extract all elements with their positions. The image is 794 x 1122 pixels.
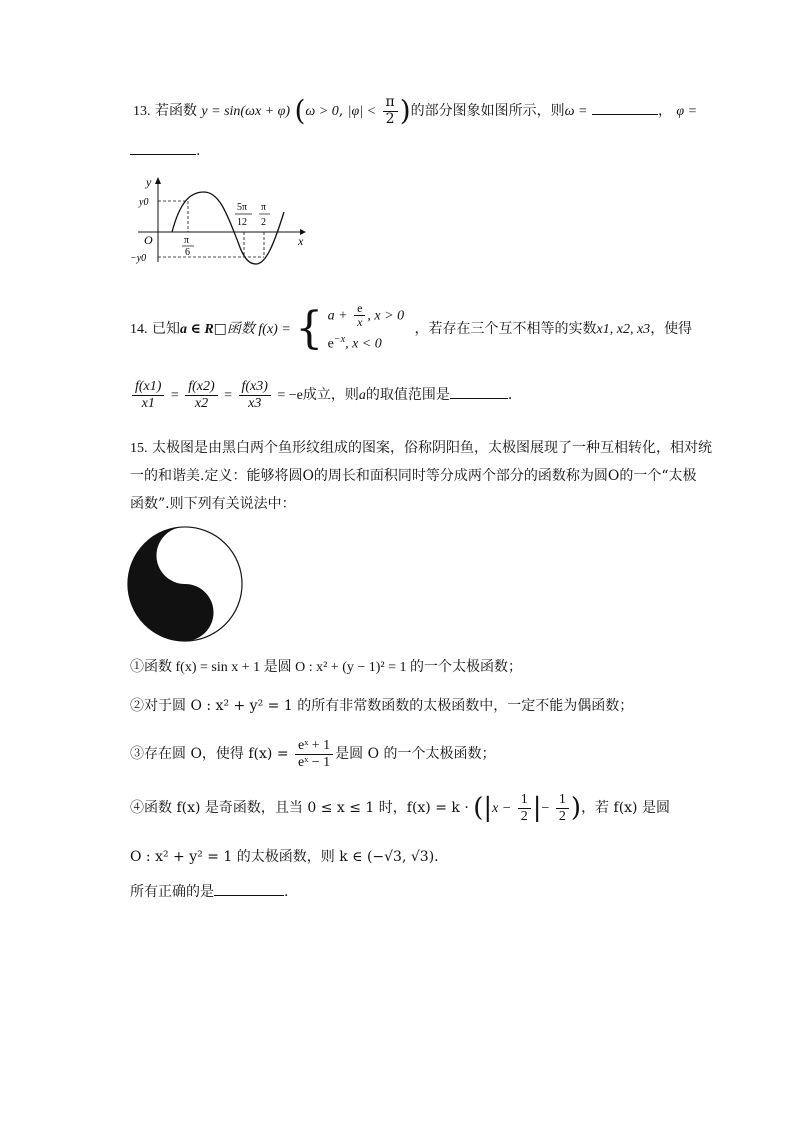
q13-function: y = sin(ωx + φ) — [201, 104, 291, 119]
q14-cases — [328, 302, 404, 356]
q15-para-line2: 一的和谐美.定义：能够将圆O的周长和面积同时等分成两个部分的函数称为圆O的一个“太极 — [130, 468, 697, 484]
taiji-image — [126, 525, 244, 643]
q13-phi-eq: φ = — [676, 104, 698, 119]
q13-pi-over-2: $\frac{\pi}{2}$ — [383, 95, 398, 127]
q13-cond-phi: |φ| < — [347, 104, 377, 119]
q15-item3-fraction: $\frac{\text{eˣ + 1}}{\text{eˣ − 1}}$ — [295, 738, 333, 770]
q14-a-in-R: a ∈ R — [179, 322, 214, 338]
q14-ratio2: $\frac{f(x2)}{x2}$ — [185, 379, 217, 411]
q14-answer-blank[interactable] — [450, 398, 508, 399]
q14-line2: $\frac{f(x1)}{x1}$ = $\frac{f(x2)}{x2}$ = $\frac{f(x3)}{x3}$ = −e成立，则a的取值范围是 . — [130, 372, 512, 418]
q15-answer-blank[interactable] — [214, 895, 284, 896]
q14-number: 14. — [130, 322, 148, 338]
q14-rhs: = −e — [277, 388, 303, 403]
q15-item3: ③存在圆 O，使得 f(x) = $\frac{\text{eˣ + 1}}{\text{eˣ − 1}}$ 是圆 O 的一个太极函数； — [130, 738, 496, 770]
q14-case2: $e^{-x}$, x < 0 — [327, 334, 382, 353]
y-axis-arrow — [155, 177, 161, 184]
q14-prefix: 已知 — [151, 321, 180, 338]
q13-sine-graph — [128, 172, 308, 268]
q14-after: ，若存在三个互不相等的实数 — [414, 321, 597, 338]
q15-item2: ②对于圆 O : x² + y² = 1 的所有非常数函数的太极函数中，一定不能为偶函数； — [130, 698, 634, 714]
q13-cond-omega: ω > 0 — [305, 104, 339, 119]
q13-omega-eq: ω = — [564, 104, 588, 119]
q15-number: 15. — [130, 441, 148, 456]
paren-close: ) — [399, 94, 411, 127]
q13-after: 的部分图象如图所示，则 — [410, 103, 565, 119]
taiji-white-dot — [176, 547, 194, 565]
paren-open: ( — [294, 94, 306, 127]
q14-func-label: 函数 f(x) = — [226, 322, 291, 338]
q14-after2: ，使得 — [650, 321, 693, 338]
q14-line2-tail: 成立，则 — [302, 387, 359, 403]
q13-omega-blank[interactable] — [592, 114, 658, 115]
tick-pi6-den: 6 — [185, 247, 190, 258]
tick-5pi12-den: 12 — [237, 217, 247, 228]
taiji-black-dot — [176, 604, 194, 622]
q14-line1 — [130, 302, 692, 356]
q13-line1: 13. 若函数 y = sin(ωx + φ) (ω > 0, |φ| < $\frac{\pi}{2}$ )的部分图象如图所示，则ω = ， φ = — [133, 94, 698, 127]
origin-label: O — [144, 233, 153, 247]
q15-item4-line2: O : x² + y² = 1 的太极函数，则 k ∈ (−√3, √3). — [130, 849, 439, 865]
q14-case1: a + $\frac{e}{x}$ , x > 0 — [327, 301, 405, 330]
q13-tail: . — [196, 143, 201, 159]
q15-item4: ④函数 f(x) 是奇函数，且当 0 ≤ x ≤ 1 时，f(x) = k · (|x − $\frac{1}{2}$ |− $\frac{1}{2}$ )，若 f(x) 是圆 — [130, 792, 670, 824]
q14-ratio3: $\frac{f(x3)}{x3}$ — [239, 379, 271, 411]
q15-para-line3: 函数”.则下列有关说法中： — [130, 496, 296, 512]
tick-pi6-num: π — [184, 235, 190, 246]
q15-final: 所有正确的是 . — [130, 884, 289, 900]
q13-prefix: 若函数 — [154, 103, 197, 119]
x-label: x — [298, 234, 304, 248]
q13-number: 13. — [133, 104, 151, 119]
y-label: y — [146, 175, 152, 189]
q15-item1: ①函数 f(x) = sin x + 1 是圆 O : x² + (y − 1)² = 1 的一个太极函数； — [130, 660, 523, 675]
tick-pi2-den: 2 — [261, 217, 266, 228]
neg-y0-label: −y0 — [130, 253, 147, 264]
q13-phi-blank[interactable] — [130, 154, 196, 155]
y0-label: y0 — [139, 197, 149, 208]
q14-box: □ — [213, 321, 227, 338]
q13-line2 — [130, 143, 200, 159]
q14-vars: x1, x2, x3 — [596, 322, 651, 338]
q15-para-line1: 15. 太极图是由黑白两个鱼形纹组成的图案，俗称阴阳鱼，太极图展现了一种互相转化，相对统 — [130, 440, 712, 456]
q13-comma: ， — [657, 103, 672, 119]
q14-brace: { — [295, 303, 324, 355]
tick-pi2-num: π — [261, 202, 267, 213]
tick-5pi12-num: 5π — [237, 202, 248, 213]
q14-range: 的取值范围是 — [365, 387, 450, 403]
q14-ratio1: $\frac{f(x1)}{x1}$ — [132, 379, 164, 411]
